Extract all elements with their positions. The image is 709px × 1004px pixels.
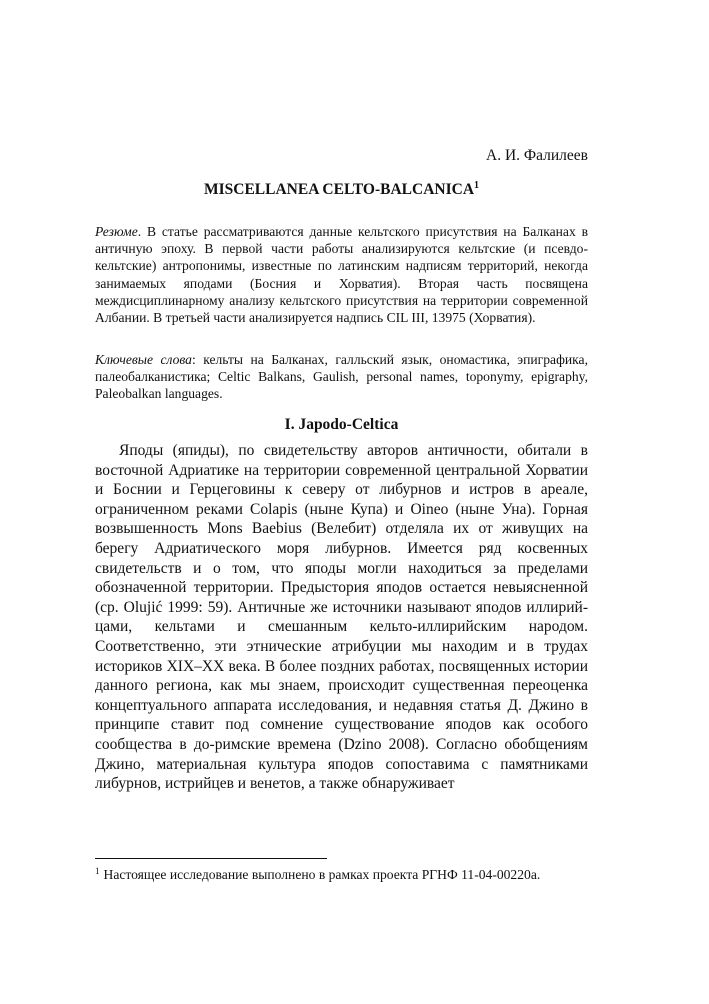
author-name: А. И. Фалилеев	[486, 147, 588, 164]
abstract	[95, 223, 588, 326]
keywords-text: : кельты на Балканах, галльский язык, ономастика, эпиграфика, палеобалканистика; Celtic Balkans, Gaulish, personal names, toponymy, epigraphy, Paleobalkan languages.	[95, 352, 588, 402]
footnote-text: Настоящее исследование выполнено в рамках проекта РГНФ 11-04-00220а.	[103, 867, 541, 882]
body-paragraph: Яподы (япиды), по свидетельству авторов античности, обитали в восточной Адриатике на территории современной центральной Хорватии и Боснии и Герцеговины к северу от либурнов и истров в ареале, ограниченном реками Colapis (ныне Купа) и Oineo (ныне Уна). Горная возвышенность Mons Baebius (Велебит) отделяла их от живущих на берегу Адриатического моря либурнов. Имеется ряд косвенных свидетельств и о том, что яподы могли находиться за пределами обозначенной территории. Предыстория яподов остается невыясненной (ср. Olujić 1999: 59). Античные же источники называют яподов иллирийцами, кельтами и смешанным кельто-иллирийским народом. Соответственно, эти этнические атрибуции мы находим и в трудах историков XIX–XX века. В более поздних работах, посвященных истории данного региона, как мы знаем, происходит существенная переоценка концептуального аппарата исследования, и недавняя статья Д. Джино в принципе ставит под сомнение существование яподов как особого сообщества в до-римские времена (Dzino 2008). Согласно обобщениям Джино, материальная культура яподов сопоставима с памятниками либурнов, истрийцев и венетов, а также обнаруживает	[95, 442, 588, 793]
paper-page	[95, 0, 588, 1004]
footnote-divider	[95, 858, 327, 859]
paper-title-text: MISCELLANEA CELTO-BALCANICA	[203, 181, 475, 198]
title-footnote-mark[interactable]: 1	[474, 180, 480, 191]
abstract-text: . В статье рассматриваются данные кельтского присутствия на Балканах в античную эпоху. В первой части работы анализируются кельтские (и псевдо-кельтские) антропонимы, известные по латинским надписям территорий, некогда занимаемых яподами (Босния и Хорватия). Вторая часть посвящена междисциплинарному анализу кельтского присутствия на территории современной Албании. В третьей части анализируется надпись CIL III, 13975 (Хорватия).	[95, 224, 588, 326]
keywords	[95, 351, 588, 403]
footnote	[95, 866, 588, 883]
section-heading: I. Japodo-Celtica	[284, 416, 399, 433]
paper-title	[95, 181, 588, 199]
footnote-mark: 1	[95, 866, 100, 876]
abstract-label: Резюме	[95, 224, 138, 239]
keywords-label: Ключевые слова	[95, 352, 192, 367]
